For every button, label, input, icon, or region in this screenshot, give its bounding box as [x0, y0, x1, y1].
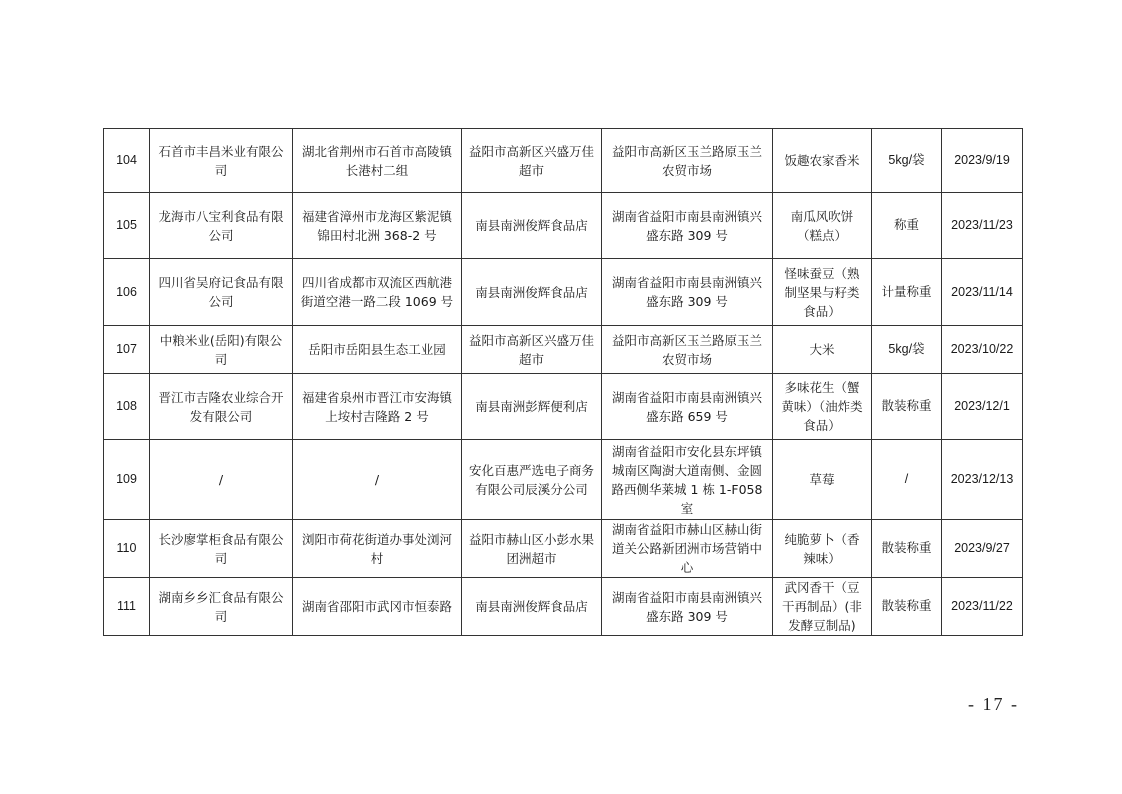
table-row — [104, 326, 1023, 374]
table-row — [104, 520, 1023, 578]
cell-number: 111 — [104, 578, 150, 636]
cell-date: 2023/9/19 — [942, 129, 1023, 193]
cell-date: 2023/12/13 — [942, 440, 1023, 520]
cell-producer: 晋江市吉隆农业综合开发有限公司 — [150, 374, 293, 440]
cell-product: 饭趣农家香米 — [773, 129, 872, 193]
cell-seller: 南县南洲俊辉食品店 — [462, 193, 602, 259]
table-row — [104, 578, 1023, 636]
cell-product: 怪味蚕豆（熟制坚果与籽类食品） — [773, 259, 872, 326]
cell-spec: 计量称重 — [872, 259, 942, 326]
cell-spec: 散装称重 — [872, 520, 942, 578]
cell-spec: / — [872, 440, 942, 520]
cell-number: 106 — [104, 259, 150, 326]
cell-date: 2023/11/14 — [942, 259, 1023, 326]
cell-producer: 中粮米业(岳阳)有限公司 — [150, 326, 293, 374]
cell-producer-address: 浏阳市荷花街道办事处浏河村 — [293, 520, 462, 578]
cell-number: 104 — [104, 129, 150, 193]
cell-producer-address: 湖南省邵阳市武冈市恒泰路 — [293, 578, 462, 636]
table-row — [104, 374, 1023, 440]
cell-date: 2023/10/22 — [942, 326, 1023, 374]
cell-number: 107 — [104, 326, 150, 374]
cell-seller: 南县南洲彭辉便利店 — [462, 374, 602, 440]
cell-producer: / — [150, 440, 293, 520]
cell-product: 南瓜风吹饼（糕点） — [773, 193, 872, 259]
cell-product: 纯脆萝卜（香辣味） — [773, 520, 872, 578]
cell-number: 105 — [104, 193, 150, 259]
cell-seller: 南县南洲俊辉食品店 — [462, 259, 602, 326]
cell-number: 109 — [104, 440, 150, 520]
cell-producer: 龙海市八宝利食品有限公司 — [150, 193, 293, 259]
table-row — [104, 193, 1023, 259]
cell-producer: 湖南乡乡汇食品有限公司 — [150, 578, 293, 636]
table-row — [104, 440, 1023, 520]
cell-producer-address: 福建省漳州市龙海区紫泥镇锦田村北洲 368-2 号 — [293, 193, 462, 259]
cell-product: 武冈香干（豆干再制品）(非发酵豆制品) — [773, 578, 872, 636]
cell-producer-address: / — [293, 440, 462, 520]
cell-producer: 四川省吴府记食品有限公司 — [150, 259, 293, 326]
cell-seller-address: 湖南省益阳市赫山区赫山街道关公路新团洲市场营销中心 — [602, 520, 773, 578]
cell-producer-address: 湖北省荆州市石首市高陵镇长港村二组 — [293, 129, 462, 193]
inspection-table — [103, 128, 1023, 636]
cell-producer: 石首市丰昌米业有限公司 — [150, 129, 293, 193]
cell-spec: 称重 — [872, 193, 942, 259]
cell-seller-address: 湖南省益阳市南县南洲镇兴盛东路 309 号 — [602, 578, 773, 636]
cell-seller-address: 益阳市高新区玉兰路原玉兰农贸市场 — [602, 326, 773, 374]
cell-number: 110 — [104, 520, 150, 578]
cell-seller: 益阳市赫山区小彭水果团洲超市 — [462, 520, 602, 578]
cell-producer-address: 岳阳市岳阳县生态工业园 — [293, 326, 462, 374]
cell-seller: 益阳市高新区兴盛万佳超市 — [462, 326, 602, 374]
cell-producer-address: 福建省泉州市晋江市安海镇上垵村吉隆路 2 号 — [293, 374, 462, 440]
cell-date: 2023/9/27 — [942, 520, 1023, 578]
cell-seller: 南县南洲俊辉食品店 — [462, 578, 602, 636]
table-body — [104, 129, 1023, 636]
cell-product: 草莓 — [773, 440, 872, 520]
cell-spec: 5kg/袋 — [872, 326, 942, 374]
cell-spec: 5kg/袋 — [872, 129, 942, 193]
cell-date: 2023/11/23 — [942, 193, 1023, 259]
cell-spec: 散装称重 — [872, 578, 942, 636]
table-row — [104, 259, 1023, 326]
cell-seller-address: 益阳市高新区玉兰路原玉兰农贸市场 — [602, 129, 773, 193]
cell-producer-address: 四川省成都市双流区西航港街道空港一路二段 1069 号 — [293, 259, 462, 326]
cell-seller-address: 湖南省益阳市南县南洲镇兴盛东路 309 号 — [602, 193, 773, 259]
cell-producer: 长沙廖掌柜食品有限公司 — [150, 520, 293, 578]
cell-seller-address: 湖南省益阳市南县南洲镇兴盛东路 309 号 — [602, 259, 773, 326]
page-number: - 17 - — [968, 694, 1019, 714]
cell-seller: 益阳市高新区兴盛万佳超市 — [462, 129, 602, 193]
cell-product: 多味花生（蟹黄味）（油炸类食品） — [773, 374, 872, 440]
cell-seller-address: 湖南省益阳市安化县东坪镇城南区陶澍大道南侧、金圆路西侧华莱城 1 栋 1-F058 室 — [602, 440, 773, 520]
table-row — [104, 129, 1023, 193]
cell-date: 2023/11/22 — [942, 578, 1023, 636]
cell-date: 2023/12/1 — [942, 374, 1023, 440]
cell-spec: 散装称重 — [872, 374, 942, 440]
cell-seller-address: 湖南省益阳市南县南洲镇兴盛东路 659 号 — [602, 374, 773, 440]
cell-seller: 安化百惠严选电子商务有限公司辰溪分公司 — [462, 440, 602, 520]
cell-number: 108 — [104, 374, 150, 440]
cell-product: 大米 — [773, 326, 872, 374]
